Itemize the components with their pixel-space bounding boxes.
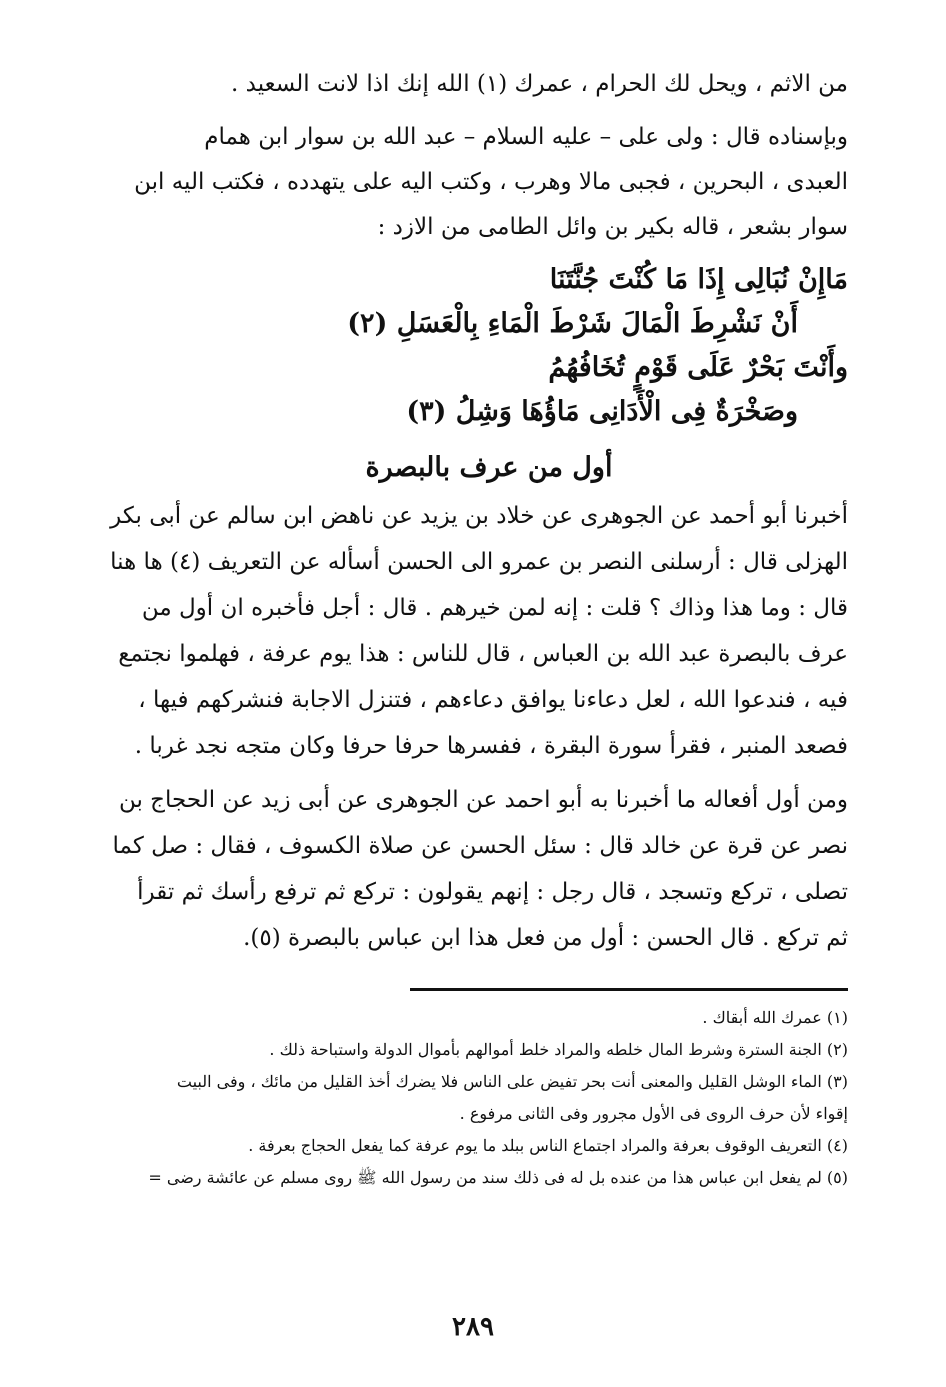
paragraph-isnad (130, 115, 848, 250)
footnote: (٣) الماء الوشل القليل والمعنى أنت بحر تفيض على الناس فلا يضرك أخذ القليل من مائك ، وفى البيت (176, 1072, 848, 1091)
section-heading: أول من عرف بالبصرة (365, 452, 613, 483)
text-line: العبدى ، البحرين ، فجبى مالا وهرب ، وكتب اليه على يتهدده ، فكتب اليه ابن (134, 169, 848, 195)
text-line: تصلى ، تركع وتسجد ، قال رجل : إنهم يقولون : تركع ثم ترفع رأسك ثم تقرأ (137, 879, 848, 905)
paragraph-eclipse (112, 777, 848, 961)
page-number: ٢٨٩ (452, 1312, 494, 1342)
text-line: الهزلى قال : أرسلنى النصر بن عمرو الى الحسن أسأله عن التعريف (٤) ها هنا (110, 549, 848, 575)
footnote: (١) عمرك الله أبقاك . (702, 1008, 848, 1027)
text-line: ومن أول أفعاله ما أخبرنا به أبو احمد عن الجوهرى عن أبى زيد عن الحجاج بن (118, 787, 848, 813)
footnote: (٤) التعريف الوقوف بعرفة والمراد اجتماع الناس ببلد ما يوم عرفة كما يفعل الحجاج بعرفة . (248, 1136, 848, 1155)
page-body (110, 62, 848, 961)
poem-verse: أَنْ نَشْرِطَ الْمَالَ شَرْطَ الْمَاءِ بِالْعَسَلِ (٢) (347, 308, 798, 339)
text-line: نصر عن قرة عن خالد قال : سئل الحسن عن صلاة الكسوف ، فقال : صل كما (112, 833, 848, 859)
opening-paragraph (130, 62, 848, 107)
text-line: سوار بشعر ، قاله بكير بن وائل الطامى من الازد : (377, 214, 848, 240)
footnote: إقواء لأن حرف الروى فى الأول مجرور وفى الثانى مرفوع . (459, 1104, 848, 1123)
poem (130, 258, 848, 434)
text-line: قال : وما هذا وذاك ؟ قلت : إنه لمن خيرهم . قال : أجل فأخبره ان أول من (141, 595, 848, 621)
text-line: من الاثم ، ويحل لك الحرام ، عمرك (١) الله إنك اذا لانت السعيد . (231, 71, 848, 97)
text-line: فيه ، فندعوا الله ، لعل دعاءنا يوافق دعاءهم ، فتنزل الاجابة فنشركهم فيها ، (138, 687, 848, 713)
text-line: أخبرنا أبو أحمد عن الجوهرى عن خلاد بن يزيد عن ناهض ابن سالم عن أبى بكر (110, 503, 848, 529)
paragraph-basra (110, 493, 848, 769)
footnotes (125, 1002, 848, 1194)
text-line: فصعد المنبر ، فقرأ سورة البقرة ، ففسرها حرفا حرفا وكان متجه نجد غربا . (134, 733, 848, 759)
text-line: وبإسناده قال : ولى على – عليه السلام – عبد الله بن سوار ابن همام (204, 124, 848, 150)
footnote-divider (410, 988, 848, 991)
poem-verse: وصَخْرَةٌ فِى الْأَدَانِى مَاؤُهَا وَشِلُ (٣) (406, 396, 798, 427)
footnote: (٥) لم يفعل ابن عباس هذا من عنده بل له فى ذلك سند من رسول الله ﷺ روى مسلم عن عائشة رضى = (148, 1168, 848, 1187)
footnote: (٢) الجنة السترة وشرط المال خلطه والمراد خلط أموالهم بأموال الدولة واستباحة ذلك . (269, 1040, 848, 1059)
poem-verse: مَاإِنْ نُبَالِى إِذَا مَا كُنْتَ جُنَّتَنَا (549, 264, 848, 295)
poem-verse: وأَنْتَ بَحْرٌ عَلَى قَوْمٍ تُخَافُهُمُ (548, 352, 848, 383)
text-line: عرف بالبصرة عبد الله بن العباس ، قال للناس : هذا يوم عرفة ، فهلموا نجتمع (118, 641, 848, 667)
text-line: ثم تركع . قال الحسن : أول من فعل هذا ابن عباس بالبصرة (٥). (243, 925, 848, 951)
